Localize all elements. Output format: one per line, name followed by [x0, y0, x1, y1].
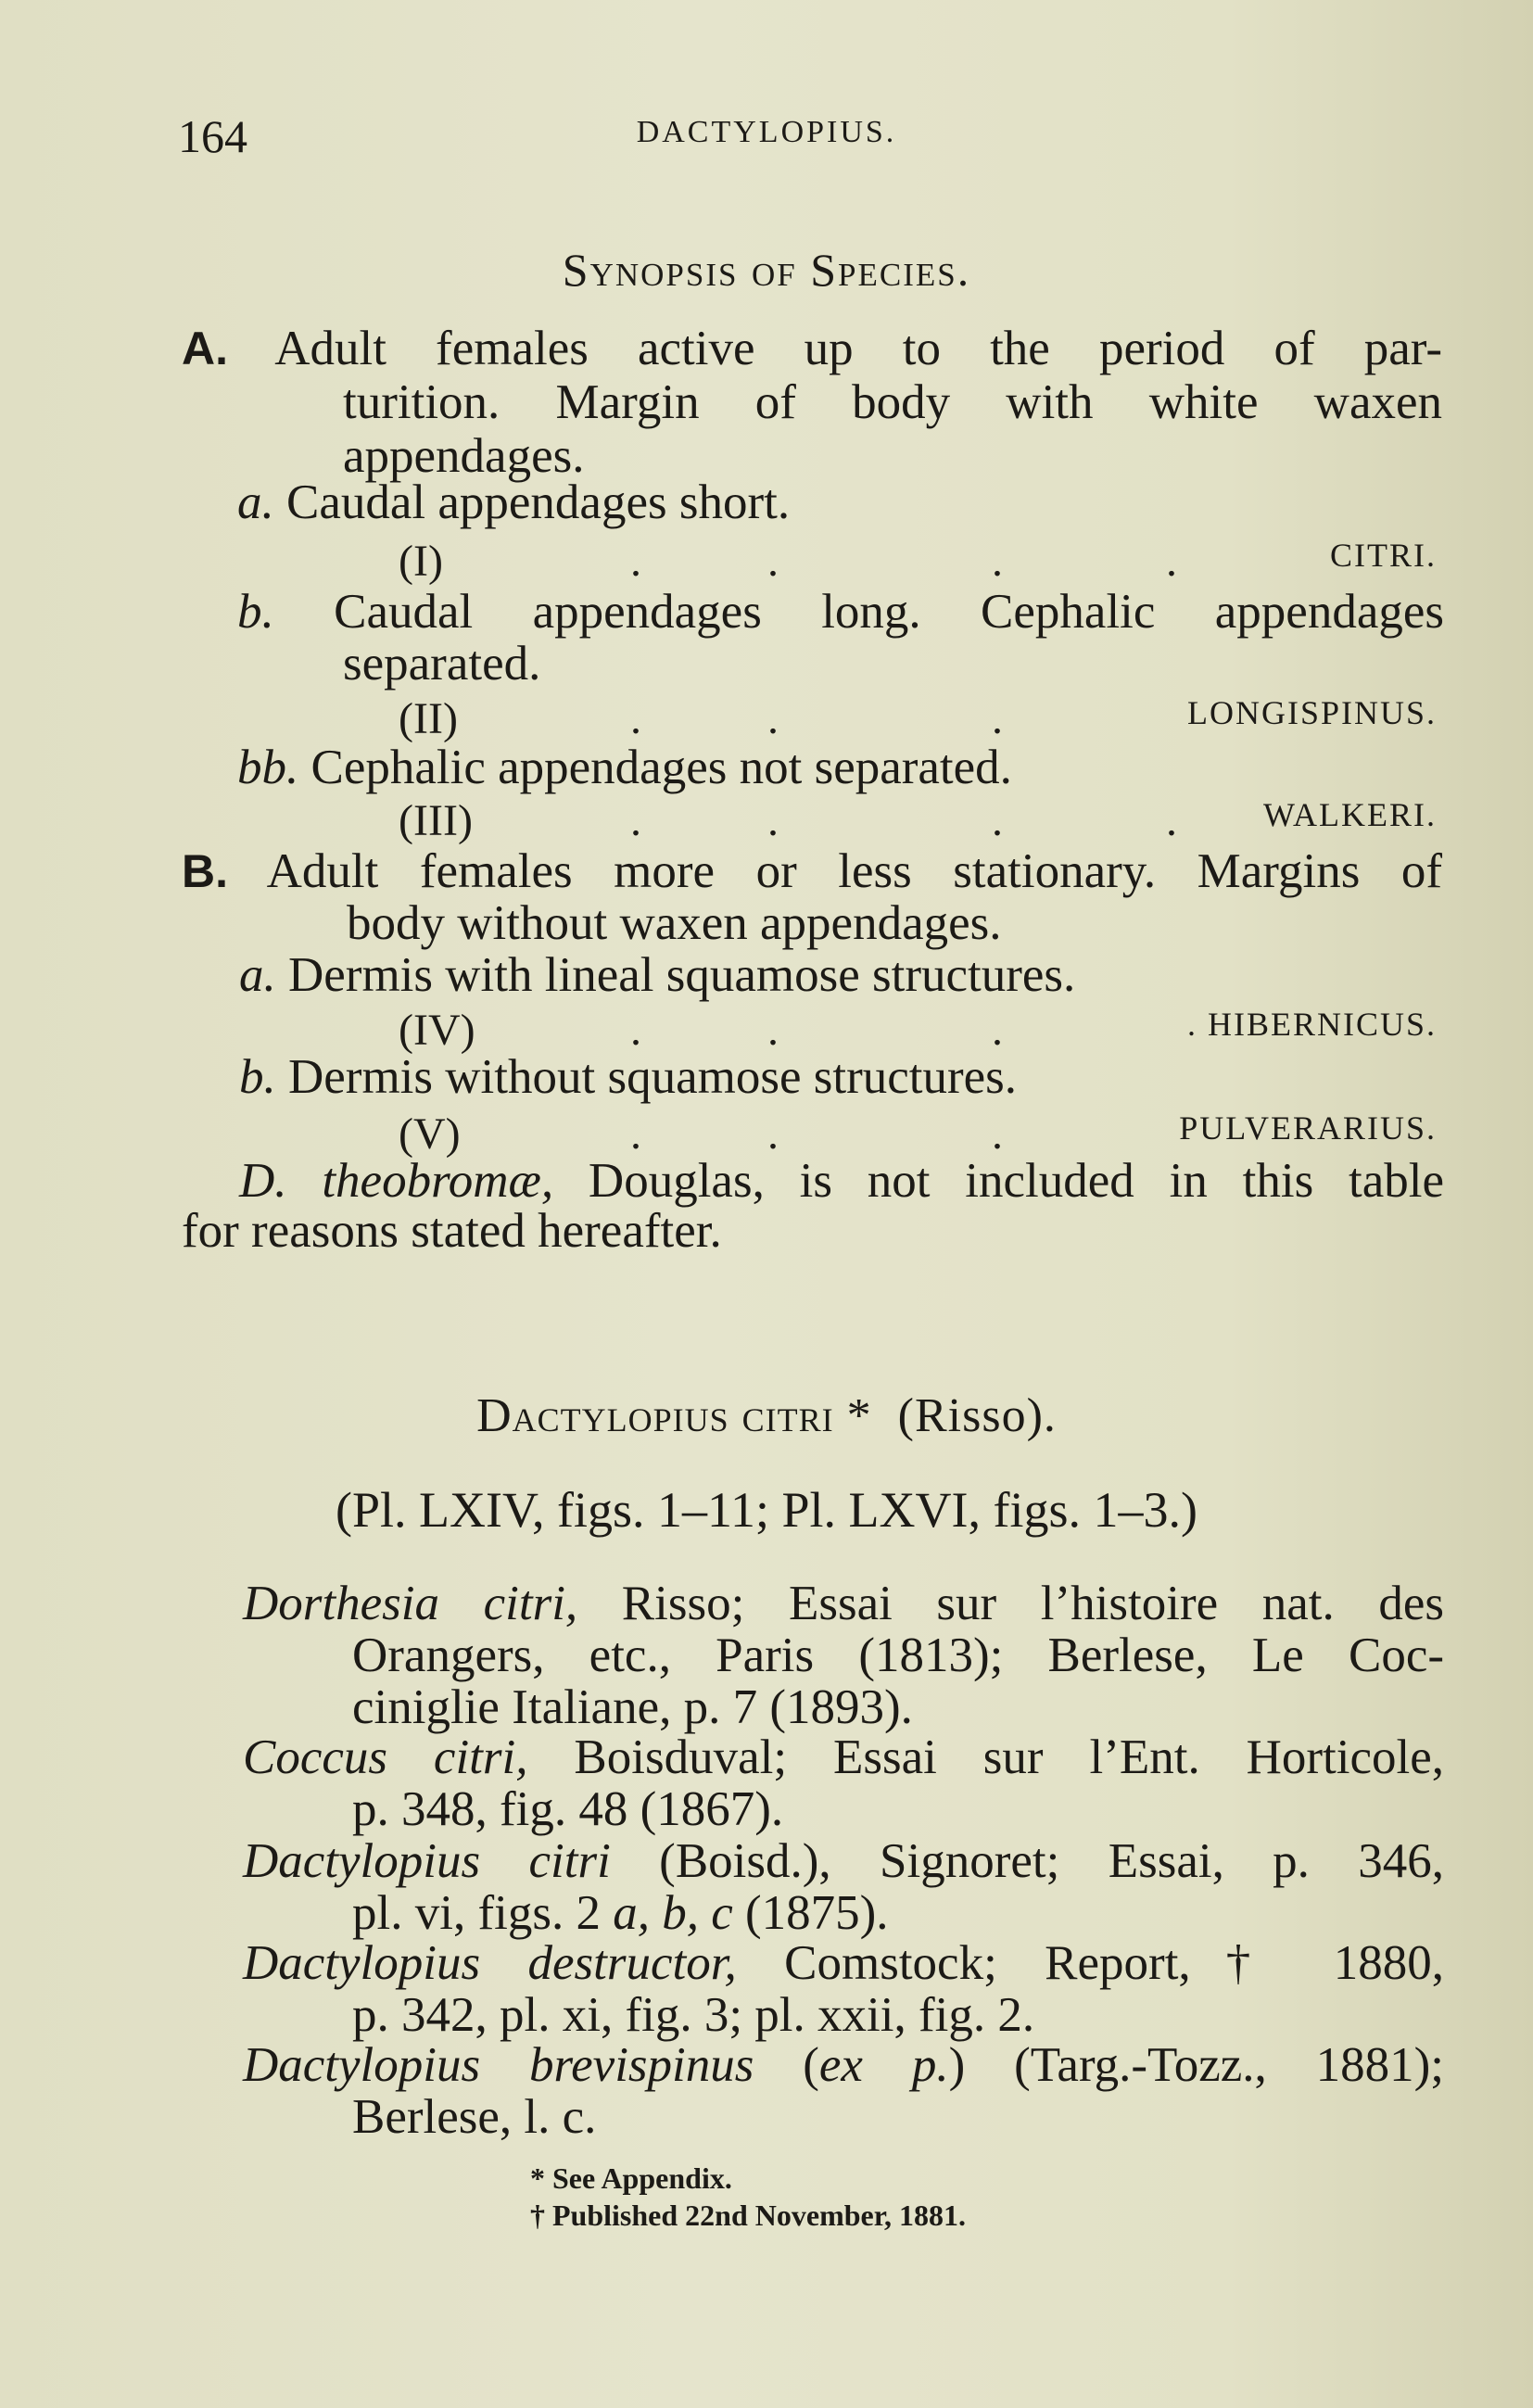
synopsis-B-line1: B. Adult females more or less stationary. Margins of [182, 844, 1443, 898]
synopsis-note-line2: for reasons stated hereafter. [182, 1204, 722, 1258]
section-letter-B: B. [182, 845, 228, 897]
synopsis-Abb: bb. Cephalic appendages not separated. [237, 741, 1012, 794]
species-numeral: (I) [399, 537, 443, 586]
species-name: CITRI. [1330, 537, 1437, 574]
synopsis-heading: Synopsis of Species. [562, 244, 971, 296]
plate-reference: (Pl. LXIV, figs. 1–11; Pl. LXVI, figs. 1–3.) [336, 1482, 1197, 1538]
leader-dot: . [767, 1006, 779, 1055]
sub-letter-bb: bb. [237, 741, 299, 794]
synopsis-Aa: a. Caudal appendages short. [237, 475, 791, 529]
species-numeral: (IV) [399, 1006, 475, 1055]
species-name: . HIBERNICUS. [1186, 1006, 1437, 1043]
synonym-3-line2: pl. vi, figs. 2 a, b, c (1875). [352, 1886, 889, 1940]
synonym-2-line1: Coccus citri, Boisduval; Essai sur l’Ent. Horticole, [243, 1730, 1444, 1784]
synopsis-A-line1: A. Adult females active up to the period of par- [182, 322, 1443, 375]
leader-dot: . [630, 694, 641, 743]
species-heading [0, 1388, 1533, 1443]
synopsis-B-line2: body without waxen appendages. [347, 896, 1002, 950]
footnote-marker: * [846, 1389, 872, 1442]
synonym-4-line1: Dactylopius destructor, Comstock; Report,† 1880, [243, 1936, 1445, 1990]
leader-dot: . [1166, 796, 1177, 845]
leader-dot: . [767, 694, 779, 743]
species-row-walkeri [0, 795, 1533, 845]
leader-dot: . [630, 1006, 641, 1055]
species-name: PULVERARIUS. [1179, 1109, 1437, 1147]
synopsis-Ba: a. Dermis with lineal squamose structures. [239, 948, 1076, 1002]
synopsis-Ab-line1: b. Caudal appendages long. Cephalic appendages [237, 585, 1445, 639]
synonym-5-line1: Dactylopius brevispinus (ex p.) (Targ.-Tozz., 1881); [243, 2038, 1444, 2092]
synonym-1-line3: ciniglie Italiane, p. 7 (1893). [352, 1680, 913, 1734]
synopsis-Bb: b. Dermis without squamose structures. [239, 1050, 1018, 1104]
leader-dot: . [767, 537, 779, 586]
page-number: 164 [178, 110, 247, 162]
leader-dot: . [992, 694, 1003, 743]
sub-letter-b: b. [237, 585, 274, 639]
leader-dot: . [992, 537, 1003, 586]
footnote-appendix: * See Appendix. [530, 2161, 732, 2195]
species-row-hibernicus [0, 1005, 1533, 1055]
synonym-1-line1: Dorthesia citri, Risso; Essai sur l’histoire nat. des [243, 1577, 1445, 1630]
leader-dot: . [992, 796, 1003, 845]
species-name: LONGISPINUS. [1186, 694, 1437, 731]
leader-dot: . [767, 796, 779, 845]
synonym-3-line1: Dactylopius citri (Boisd.), Signoret; Essai, p. 346, [243, 1834, 1445, 1888]
synonym-5-line2: Berlese, l. c. [352, 2090, 597, 2144]
synopsis-A-line2: turition. Margin of body with white waxen [343, 375, 1442, 429]
sub-letter-a: a. [237, 475, 274, 529]
species-name-italic: D. theobromæ, [239, 1154, 554, 1208]
leader-dot: . [992, 1109, 1003, 1159]
sub-letter-a: a. [239, 948, 276, 1002]
species-heading-name: Dactylopius citri [476, 1389, 834, 1442]
running-head: DACTYLOPIUS. [636, 115, 897, 149]
species-name: WALKERI. [1263, 796, 1437, 833]
section-letter-A: A. [182, 323, 228, 374]
species-numeral: (III) [399, 796, 473, 845]
synopsis-A-line3: appendages. [343, 429, 585, 483]
leader-dot: . [630, 1109, 641, 1159]
species-row-pulverarius [0, 1109, 1533, 1159]
species-row-citri [0, 536, 1533, 586]
sub-letter-b: b. [239, 1050, 276, 1104]
synonym-2-line2: p. 348, fig. 48 (1867). [352, 1782, 784, 1836]
synonym-4-line2: p. 342, pl. xi, fig. 3; pl. xxii, fig. 2. [352, 1988, 1035, 2042]
leader-dot: . [1166, 537, 1177, 586]
species-heading-author: (Risso). [897, 1389, 1057, 1442]
synopsis-note-line1: D. theobromæ, Douglas, is not included in this table [239, 1154, 1444, 1208]
leader-dot: . [630, 537, 641, 586]
leader-dot: . [992, 1006, 1003, 1055]
synonym-1-line2: Orangers, etc., Paris (1813); Berlese, Le Coc- [352, 1629, 1444, 1682]
synopsis-Ab-line2: separated. [343, 637, 541, 691]
species-numeral: (II) [399, 694, 458, 743]
leader-dot: . [767, 1109, 779, 1159]
species-numeral: (V) [399, 1109, 461, 1159]
leader-dot: . [630, 796, 641, 845]
species-row-longispinus [0, 693, 1533, 743]
footnote-published: † Published 22nd November, 1881. [530, 2199, 966, 2232]
